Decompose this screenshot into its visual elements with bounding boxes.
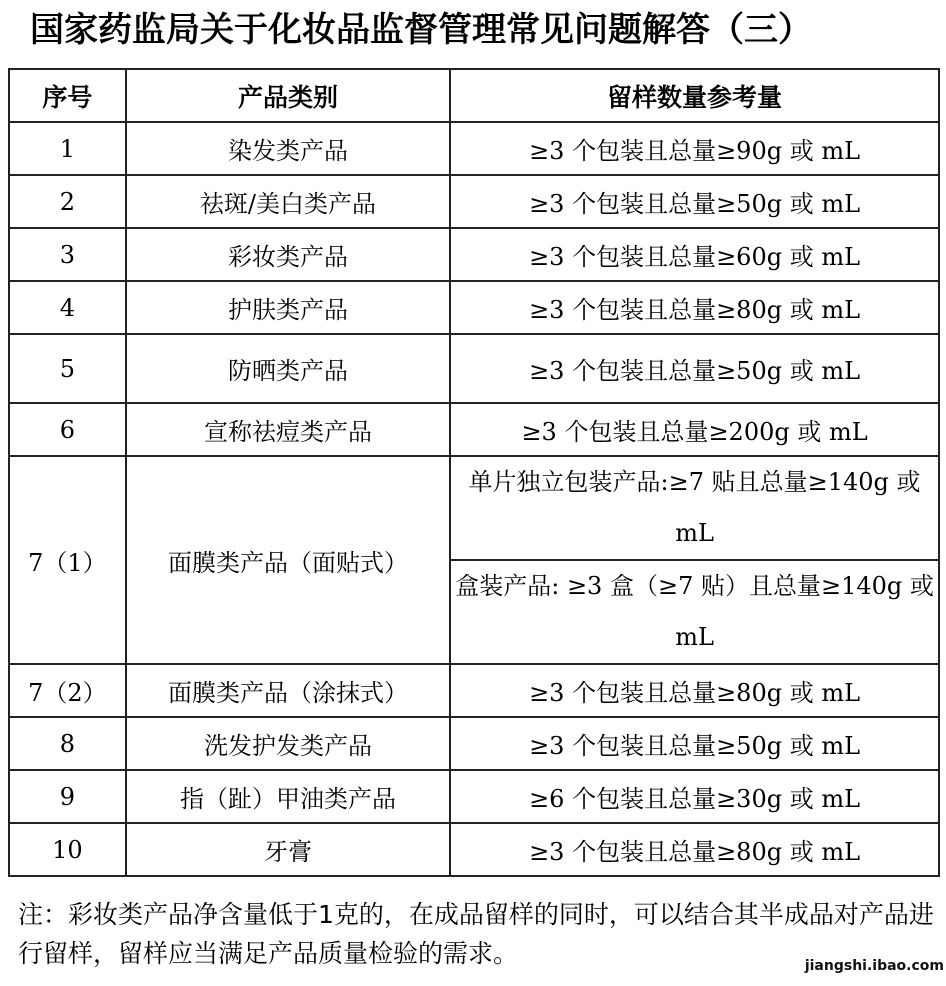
cell-amount: ≥3 个包装且总量≥80g 或 mL [450,823,939,876]
table-row [9,281,939,334]
cell-no: 7（1） [9,456,126,664]
cell-amount: ≥3 个包装且总量≥50g 或 mL [450,334,939,403]
table-row [9,770,939,823]
cell-category: 牙膏 [126,823,450,876]
cell-no: 9 [9,770,126,823]
cell-no: 7（2） [9,664,126,717]
cell-category: 面膜类产品（涂抹式） [126,664,450,717]
cell-amount: ≥6 个包装且总量≥30g 或 mL [450,770,939,823]
cell-amount: 盒装产品: ≥3 盒（≥7 贴）且总量≥140g 或 mL [450,560,939,664]
cell-amount: ≥3 个包装且总量≥80g 或 mL [450,281,939,334]
cell-amount: ≥3 个包装且总量≥90g 或 mL [450,122,939,175]
table-row [9,664,939,717]
cell-category: 染发类产品 [126,122,450,175]
cell-amount: ≥3 个包装且总量≥60g 或 mL [450,228,939,281]
cell-category: 洗发护发类产品 [126,717,450,770]
table-row [9,403,939,456]
cell-no: 1 [9,122,126,175]
header-category: 产品类别 [126,69,450,122]
header-amount: 留样数量参考量 [450,69,939,122]
table-row [9,456,939,560]
table-row [9,334,939,403]
cell-no: 5 [9,334,126,403]
cell-no: 3 [9,228,126,281]
cell-no: 2 [9,175,126,228]
cell-category: 指（趾）甲油类产品 [126,770,450,823]
table-row [9,823,939,876]
cell-amount: ≥3 个包装且总量≥50g 或 mL [450,175,939,228]
table-row [9,717,939,770]
cell-amount: ≥3 个包装且总量≥200g 或 mL [450,403,939,456]
cell-category: 祛斑/美白类产品 [126,175,450,228]
cell-no: 6 [9,403,126,456]
cell-no: 10 [9,823,126,876]
table-row [9,175,939,228]
table-header [9,69,939,122]
sample-retention-table [8,68,940,877]
watermark: jiangshi.ibao.com [804,958,944,974]
footnote: 注：彩妆类产品净含量低于1克的，在成品留样的同时，可以结合其半成品对产品进行留样，留样应当满足产品质量检验的需求。 [18,900,934,968]
cell-category: 宣称祛痘类产品 [126,403,450,456]
table-row [9,122,939,175]
table-row [9,228,939,281]
cell-category: 面膜类产品（面贴式） [126,456,450,664]
cell-amount: ≥3 个包装且总量≥50g 或 mL [450,717,939,770]
cell-category: 彩妆类产品 [126,228,450,281]
cell-no: 4 [9,281,126,334]
cell-amount: 单片独立包装产品:≥7 贴且总量≥140g 或 mL [450,456,939,560]
cell-category: 护肤类产品 [126,281,450,334]
cell-amount: ≥3 个包装且总量≥80g 或 mL [450,664,939,717]
page-title: 国家药监局关于化妆品监督管理常见问题解答（三） [30,10,812,50]
header-no: 序号 [9,69,126,122]
cell-category: 防晒类产品 [126,334,450,403]
cell-no: 8 [9,717,126,770]
